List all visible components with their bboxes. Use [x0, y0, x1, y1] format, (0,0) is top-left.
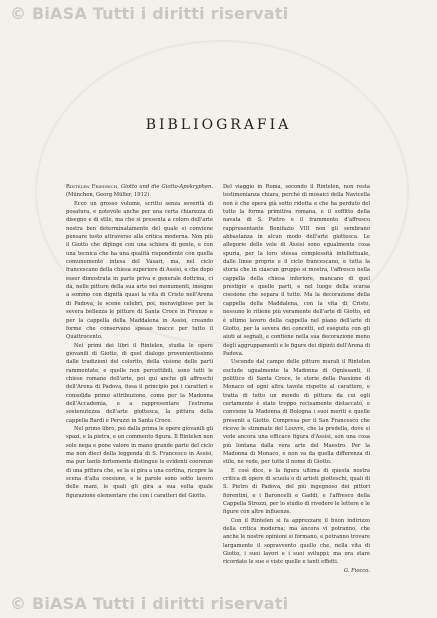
- entry-heading: [66, 183, 213, 200]
- entry-work: Giotto und die Giotto-Apokryphen.: [120, 184, 213, 190]
- paragraph: Del viaggio in Roma, secondo il Rintelen, non resta testimonianza chiara, perché di mosaici della Navicella non è che opera già sotto ridotta e che ha perduto del tutto la forma primitiva romana, e il soffitto della navata di S. Pietro e il frammento d'affresco rappresentante Bonifazio VIII non gli sembrano abbastanza in alcun modo dell'arte giottesca. Le allegorie delle vele di Assisi sono egualmente cosa spuria, per la loro stessa complessità intellettuale, dalle linee proprie e il ciclo francescano, e tutta la storia che in ciascun gruppo si mostra, l'affresco nella cappella della chiesa inferiore, mancano di quel prestigio e quelle parti, e nel luogo della scarsa coesione che separa il tutto. Ma la decorazione della cappella della Maddalena, con la vita di Cristo, nessuno lo ritiene più veramente dell'arte di Giotto, ed è ultimo lavoro della cappella nel piano dell'arte di Giotto, per la severa dei concetti, ed eseguita con gli aiuti ai segnali, e contiene nella sua decorazione meno degli aggruppamenti e le figure dei dipinti dell'Arena di Padova.: [223, 184, 370, 357]
- entry-imprint: (München, Georg Müller, 1912).: [66, 192, 151, 199]
- paragraph: Ecco un grosso volume, scritto senza severità di posatura, e notevole anche per una certa chiarezza di disegno e di stile, ma che si presenta a coloro dell'arte nostra ben determinatamente del quale si conviene pensare tosto attraverso alla critica moderna. Non più il Giotto che dipinge con una schiera di gente, e con una tecnica che ha una qualità rispondente con quella comunemente intesa del Vasari, ma, nel ciclo francescano della chiesa superiore di Assisi, e che dopo esser dimostrata in parte priva e generale dottrina, ci dà, nelle pitture della sua arte nei monumenti, insegne a sommo con dignità quasi la vita di Cristo nell'Arena di Padova, le scene celebri, poi, meravigliose per la severa bellezza le pitture di Santa Croce in Firenze e per la cappella della Maddalena in Assisi, creando forme che conservano spesso tracce per tutto il Quattrocento.: [66, 200, 213, 341]
- paragraph: Uscendo dal campo delle pitture murali il Rintelen esclude ugualmente la Madonna di Ognissanti, il polittico di Santa Croce, le storie della Passione di Monaco ed ogni altra tavola rispetto al carattere, e tratta di tutto un mondo di pittura da cui egli certamente è stato troppo recisamente distaccato, e conviene la Madonna di Bologna i suoi meriti e quelle presenti a Giotto. Compresa per il San Francesco che riceve le stimmate del Louvre, che la predella, dove si vede ancora una efficace figura d'Assisi, son una cosa più lontana dalla vera arte del Maestro. Per la Madonna di Monaco, e non va da quella differenza di stile, ne vede, per tutte il nome di Giotto.: [223, 359, 370, 466]
- paragraph: E così dice, e la figura ultima di questa nostra critica di opere di scuola o di artisti giotteschi, quali di S. Pietro di Padova, del più ingegnoso dei pittori fiorentini, e i Baroncelli e Gaddi, e l'affresco della Cappella Strozzi, per lo studio di rivedere le lettere e le figure con altre influenze.: [223, 467, 370, 516]
- page-title: BIBLIOGRAFIA: [145, 117, 292, 133]
- watermark-top: © BiASA Tutti i diritti riservati: [10, 4, 289, 23]
- text-column-right: [223, 183, 370, 575]
- paragraph: Nel primo libro, poi dalla prima le opere giovanili gli spazi, e la pietra, e un commento figura. Il Rintelen non solo nega e pone valore in mano grande parte del ciclo ma non dieci della leggenda di S. Francesco in Assisi, ma pur tanto fortemente distingue le evidenti coerenze di una pittura che, se la si gira a una cortina, ricopre la scena d'alta coesione, e le parole sono sotto lavoro delle mani, le quali gli gira a sua volta quale figurazione elementare che con i caratteri del Giotto.: [66, 425, 214, 499]
- text-column-left: [66, 183, 213, 500]
- watermark-bottom: © BiASA Tutti i diritti riservati: [10, 594, 289, 613]
- entry-author: Rintelen Friedrich,: [66, 184, 119, 190]
- paragraph: Con il Rintelen si fa apprezzare il buon indirizzo della critica moderna; ma ancora vi potranno, che anche le nostre opinioni si formano, e potranno trovare largamente il sopravvento quello che, nella vita di Giotto, i suoi lavori e i suoi sviluppi; ma ora stare ricordate le sue e viste quelle e tanti effetti.: [223, 517, 370, 566]
- paragraph: Nei primi dei libri il Rintelen, studia le opere giovanili di Giotto, di quel dialogo provenientissimo dalle tradizioni del colorito, della visione delle parti rammentate, e quelle non percettibili, sono tutti le chiese romane dell'arte, poi qui anche gli affreschi dell'Arena di Padova, fissa il principio poi i caratteri e consolida primo attribuzione, come per la Madonna dell'Accademia, e a rappresentare l'estrema sostenutezza dell'arte giottesca, la pittura della cappella Bardi e Peruzzi in Santa Croce.: [66, 342, 213, 424]
- review-signature: G. Fiocco.: [343, 567, 370, 574]
